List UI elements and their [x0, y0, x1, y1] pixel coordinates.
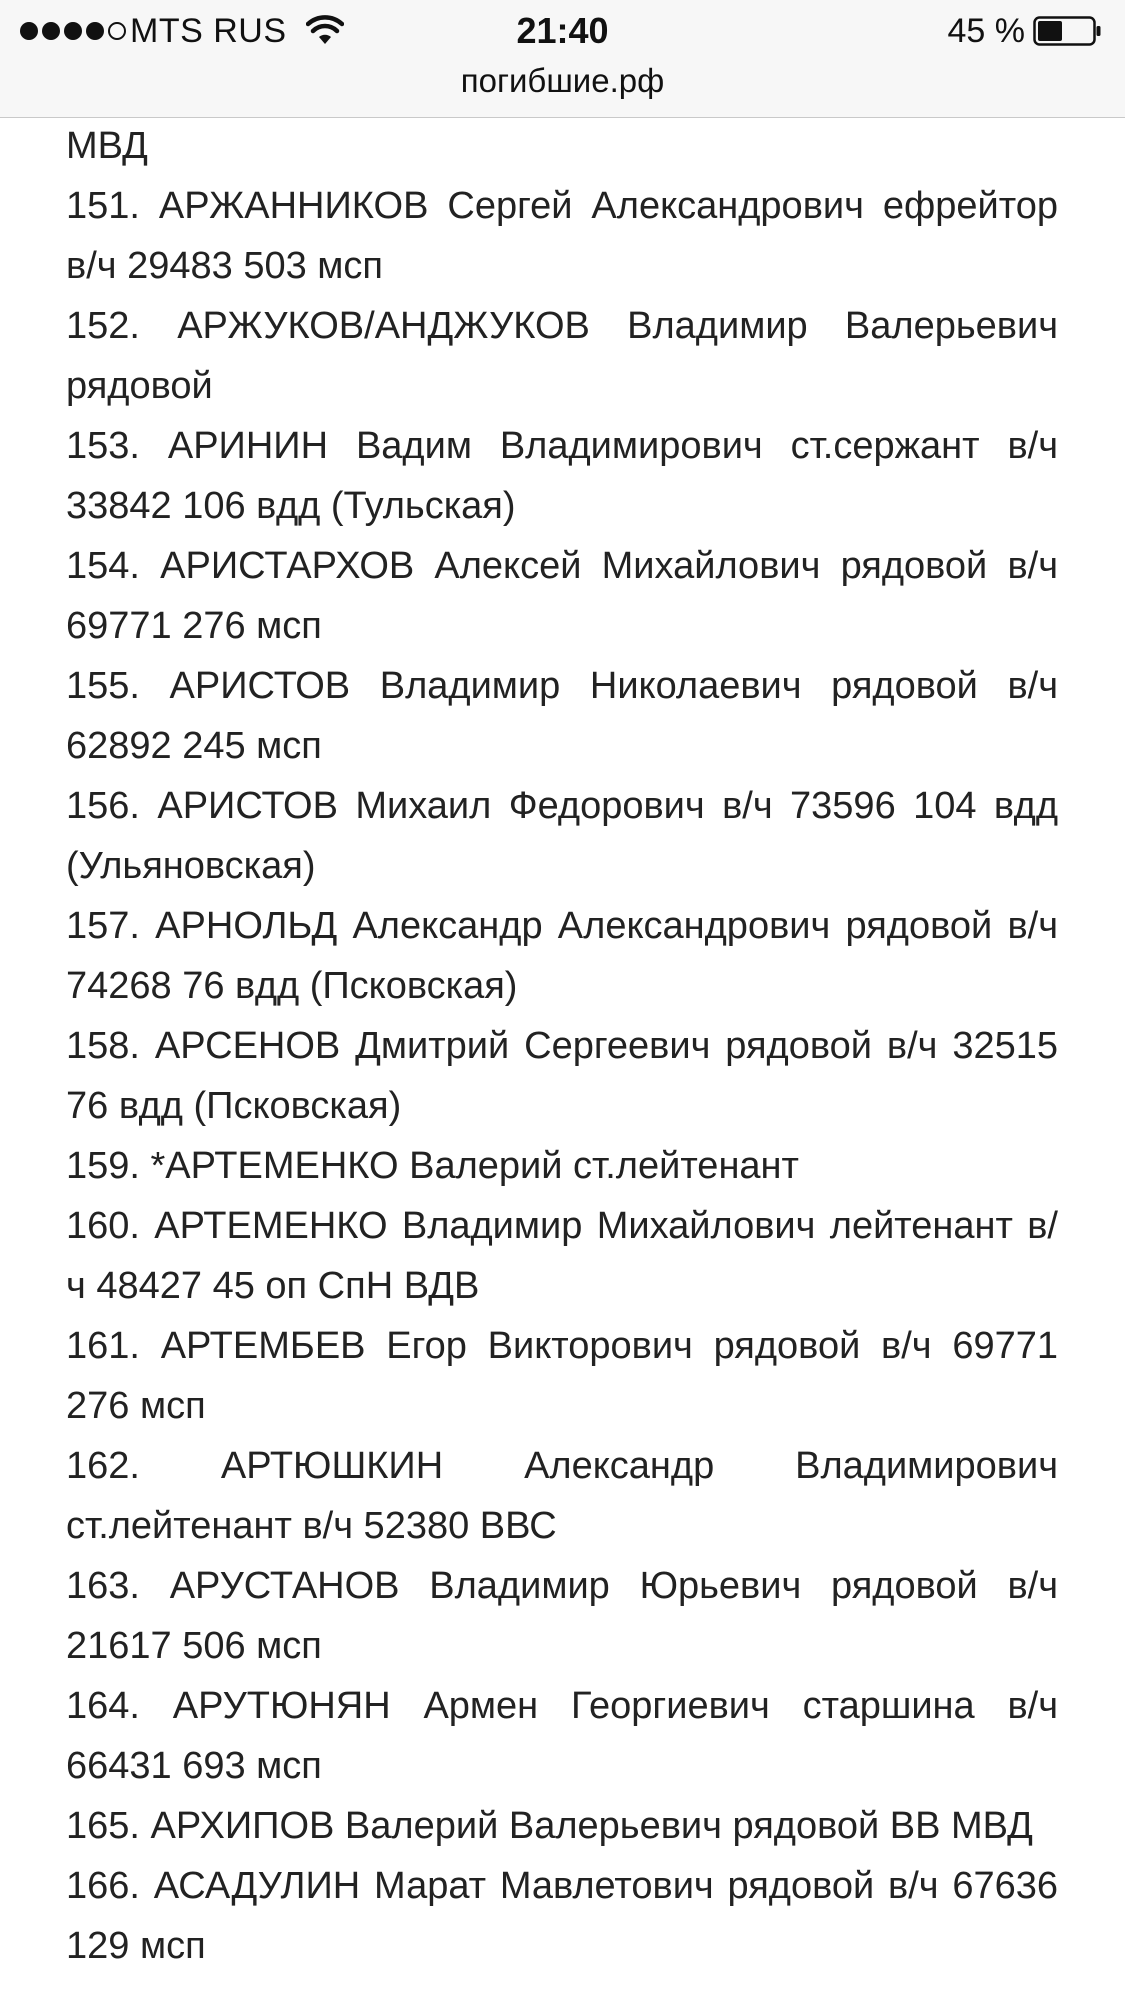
list-item: 164. АРУТЮНЯН Армен Георгиевич старшина в/ч 66431 693 мсп [66, 1685, 1058, 1787]
list-item: 152. АРЖУКОВ/АНДЖУКОВ Владимир Валерьевич рядовой [66, 305, 1058, 407]
browser-top-bar [0, 0, 1125, 118]
list-item: 158. АРСЕНОВ Дмитрий Сергеевич рядовой в/ч 32515 76 вдд (Псковская) [66, 1025, 1058, 1127]
address-bar-url[interactable]: погибшие.рф [460, 62, 665, 99]
article-content [66, 116, 1058, 1976]
carrier-name: MTS RUS [130, 12, 287, 50]
list-item: 165. АРХИПОВ Валерий Валерьевич рядовой ВВ МВД [66, 1805, 1033, 1847]
battery-percent: 45 % [947, 12, 1025, 50]
list-item: 160. АРТЕМЕНКО Владимир Михайлович лейтенант в/ч 48427 45 оп СпН ВДВ [66, 1205, 1058, 1307]
list-item: 151. АРЖАННИКОВ Сергей Александрович ефрейтор в/ч 29483 503 мсп [66, 185, 1058, 287]
clock-time: 21:40 [516, 10, 609, 51]
list-item: 161. АРТЕМБЕВ Егор Викторович рядовой в/ч 69771 276 мсп [66, 1325, 1058, 1427]
list-item: 163. АРУСТАНОВ Владимир Юрьевич рядовой в/ч 21617 506 мсп [66, 1565, 1058, 1667]
status-bar [0, 0, 1125, 62]
list-item: 153. АРИНИН Вадим Владимирович ст.сержант в/ч 33842 106 вдд (Тульская) [66, 425, 1058, 527]
battery-icon [1033, 16, 1103, 46]
list-item: МВД [66, 125, 148, 167]
list-item: 154. АРИСТАРХОВ Алексей Михайлович рядовой в/ч 69771 276 мсп [66, 545, 1058, 647]
battery-fill [1038, 21, 1062, 41]
list-item: 157. АРНОЛЬД Александр Александрович рядовой в/ч 74268 76 вдд (Псковская) [66, 905, 1058, 1007]
list-item: 155. АРИСТОВ Владимир Николаевич рядовой в/ч 62892 245 мсп [66, 665, 1058, 767]
list-item: 162. АРТЮШКИН Александр Владимирович ст.лейтенант в/ч 52380 ВВС [66, 1445, 1058, 1547]
list-item: 159. *АРТЕМЕНКО Валерий ст.лейтенант [66, 1145, 799, 1187]
list-item: 156. АРИСТОВ Михаил Федорович в/ч 73596 104 вдд (Ульяновская) [66, 785, 1058, 887]
list-item: 166. АСАДУЛИН Марат Мавлетович рядовой в/ч 67636 129 мсп [66, 1865, 1058, 1967]
